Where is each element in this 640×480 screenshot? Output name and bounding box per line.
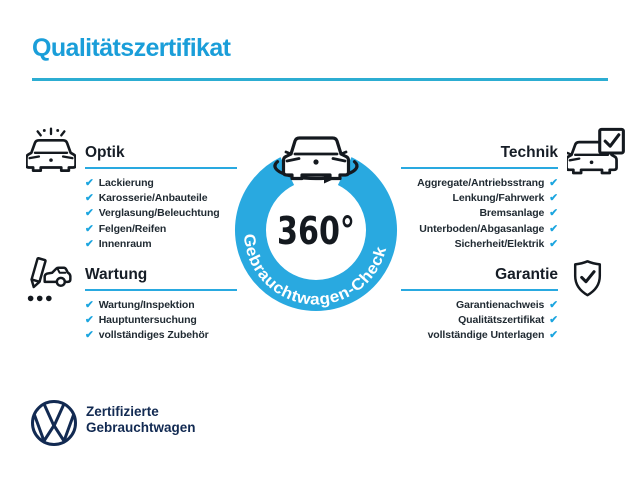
checklist-item [401,237,558,252]
checklist-item [85,313,237,328]
checklist-item-label: vollständiges Zubehör [98,329,209,342]
checklist-item [401,222,558,237]
shield-check-icon [569,259,606,299]
section-garantie-title: Garantie [401,266,558,291]
checklist-item-label: Bremsanlage [479,207,545,220]
check-icon: ✔ [549,314,558,327]
check-icon: ✔ [85,192,94,205]
section-wartung [85,266,237,344]
checklist-item [85,298,237,313]
service-checklist-car-icon [24,256,72,306]
section-wartung-title: Wartung [85,266,237,291]
check-icon: ✔ [549,329,558,342]
wartung-checklist [85,298,237,344]
checklist-item [401,206,558,221]
checklist-item [85,176,237,191]
check-icon: ✔ [85,222,94,235]
check-icon: ✔ [549,299,558,311]
vw-logo [29,398,79,448]
checklist-item-label: Verglasung/Beleuchtung [98,207,220,220]
check-icon: ✔ [549,222,558,235]
checklist-item-label: vollständige Unterlagen [427,329,545,342]
checklist-item [85,328,237,343]
check-icon: ✔ [549,207,558,220]
footer-line-1: Zertifizierte [86,404,159,419]
section-technik [401,144,558,252]
optik-checklist [85,176,237,252]
check-icon: ✔ [549,177,558,189]
check-icon: ✔ [85,299,94,311]
section-garantie [401,266,558,344]
garantie-checklist [401,298,558,344]
technik-checklist [401,176,558,252]
checklist-item-label: Lenkung/Fahrwerk [452,192,545,205]
footer-brand-text [86,404,196,436]
check-ring [251,171,382,295]
checklist-item-label: Unterboden/Abgasanlage [419,222,545,235]
check-icon: ✔ [85,237,94,250]
checklist-item-label: Aggregate/Antriebsstrang [417,177,545,189]
checklist-item-label: Lackierung [98,177,154,189]
footer-line-2: Gebrauchtwagen [86,420,196,435]
page-title: Qualitätszertifikat [32,34,231,62]
checklist-item-label: Felgen/Reifen [98,222,167,235]
section-technik-title: Technik [401,144,558,169]
section-optik-title: Optik [85,144,237,169]
title-divider [32,78,608,81]
checklist-item [401,328,558,343]
check-icon: ✔ [85,207,94,220]
section-optik [85,144,237,252]
checklist-item-label: Karosserie/Anbauteile [98,192,208,205]
checklist-item [401,191,558,206]
checklist-item [85,206,237,221]
checklist-item-label: Garantienachweis [456,299,545,311]
check-icon: ✔ [85,177,94,189]
checklist-item-label: Innenraum [98,237,152,250]
checklist-item [401,313,558,328]
car-360-rotation-icon [275,138,357,184]
check-icon: ✔ [85,329,94,342]
checklist-item-label: Wartung/Inspektion [98,299,195,311]
checklist-item-label: Qualitätszertifikat [458,314,545,327]
checklist-item [401,176,558,191]
car-checkbox-icon [567,126,627,180]
check-icon: ✔ [549,237,558,250]
shining-car-icon [26,126,76,176]
checklist-item-label: Hauptuntersuchung [98,314,197,327]
checklist-item [401,298,558,313]
ring-label: Gebrauchtwagen-Check [239,232,391,309]
checklist-item [85,191,237,206]
checklist-item [85,222,237,237]
degree-label: 360° [277,209,355,253]
checklist-item-label: Sicherheit/Elektrik [454,237,545,250]
checklist-item [85,237,237,252]
check-icon: ✔ [549,192,558,205]
check-icon: ✔ [85,314,94,327]
